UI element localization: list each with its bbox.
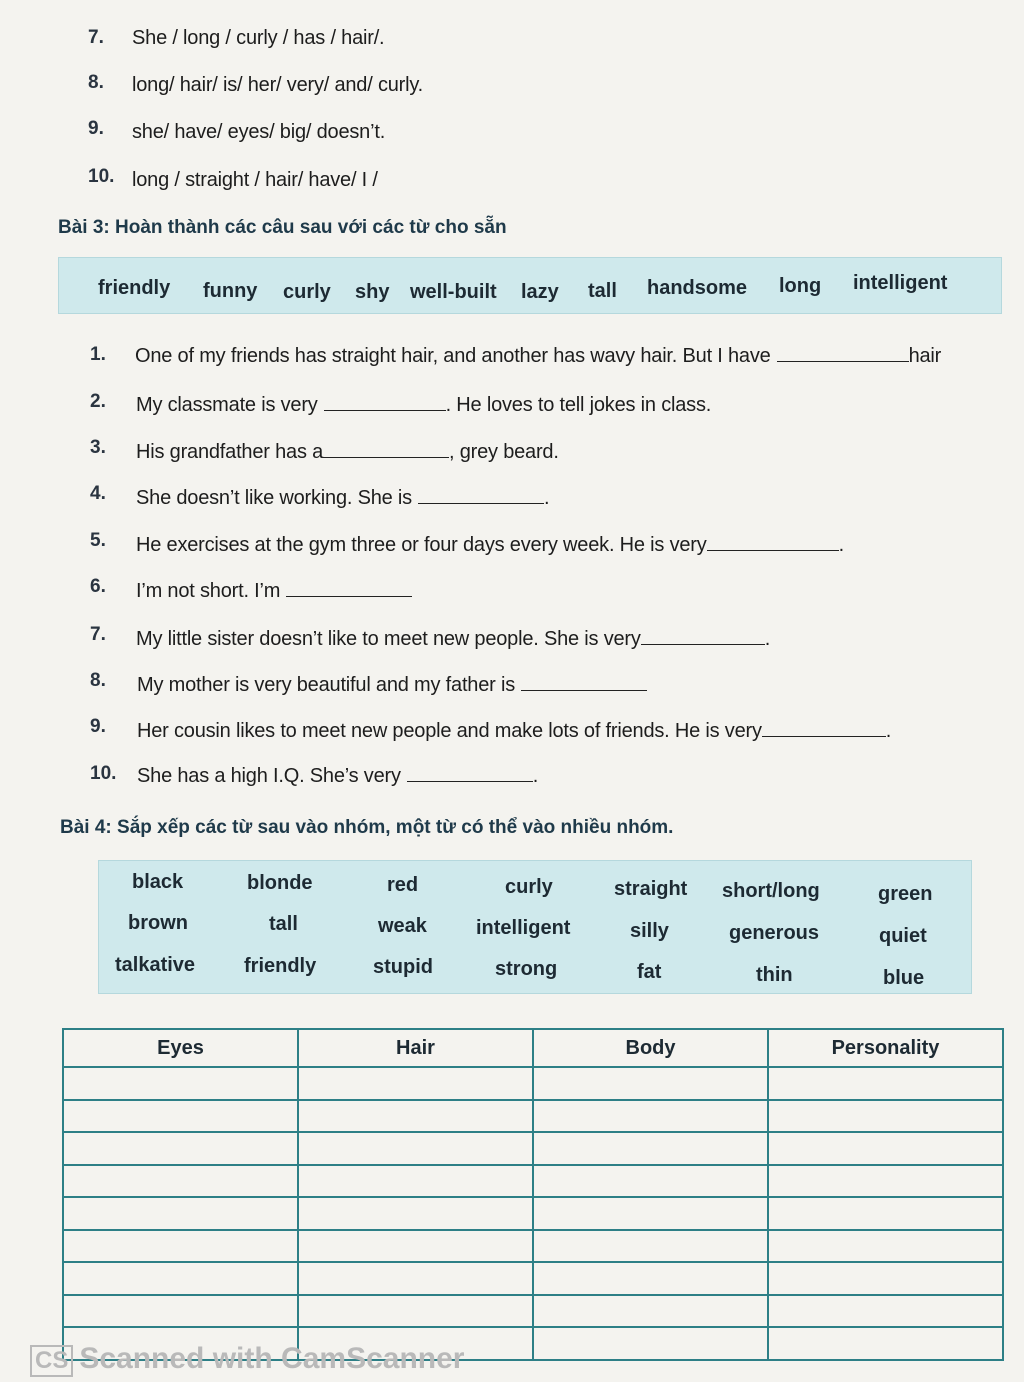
word-bank-item: stupid <box>373 956 433 978</box>
table-row <box>63 1100 1003 1133</box>
answer-blank[interactable] <box>762 718 886 737</box>
table-cell[interactable] <box>533 1327 768 1360</box>
word-bank-item: tall <box>269 913 298 935</box>
camscanner-logo-icon: CS <box>30 1345 73 1377</box>
word-bank-item: red <box>387 874 419 896</box>
ex3-title: Bài 3: Hoàn thành các câu sau với các từ cho sẵn <box>58 217 507 238</box>
table-cell[interactable] <box>533 1100 768 1133</box>
sentence-text: , grey beard. <box>449 441 559 463</box>
ex3-item-4 <box>136 485 549 510</box>
sentence-text: I’m not short. I’m <box>136 580 281 602</box>
ex3-item-number: 3. <box>90 437 106 458</box>
answer-blank[interactable] <box>324 392 446 411</box>
ex3-item-10 <box>137 763 538 788</box>
answer-blank[interactable] <box>323 439 449 458</box>
word-bank-item: handsome <box>647 277 748 299</box>
sentence-text: One of my friends has straight hair, and another has wavy hair. But I have <box>135 345 771 367</box>
word-bank-item: intelligent <box>853 272 948 294</box>
sentence-text: She doesn’t like working. She is <box>136 487 412 509</box>
sentence-text: His grandfather has a <box>136 441 324 463</box>
table-cell[interactable] <box>768 1067 1003 1100</box>
word-bank-item: black <box>132 871 184 893</box>
word-bank-item: funny <box>203 280 258 302</box>
sentence-text: . <box>764 628 771 650</box>
sentence-text: . He loves to tell jokes in class. <box>445 394 712 416</box>
table-cell[interactable] <box>298 1230 533 1263</box>
table-row <box>63 1230 1003 1263</box>
table-cell[interactable] <box>63 1165 298 1198</box>
column-header-eyes: Eyes <box>63 1029 298 1067</box>
table-cell[interactable] <box>63 1295 298 1328</box>
ex3-item-number: 5. <box>90 530 106 551</box>
table-cell[interactable] <box>533 1262 768 1295</box>
word-bank-item: thin <box>756 964 793 986</box>
table-cell[interactable] <box>768 1262 1003 1295</box>
sentence-text: . <box>885 720 892 742</box>
ex2-item-text: She / long / curly / has / hair/. <box>132 27 385 49</box>
table-cell[interactable] <box>298 1100 533 1133</box>
table-cell[interactable] <box>768 1295 1003 1328</box>
word-bank-item: talkative <box>115 954 196 976</box>
ex3-item-number: 1. <box>90 344 106 365</box>
answer-blank[interactable] <box>641 626 765 645</box>
table-header-row <box>63 1029 1003 1067</box>
table-cell[interactable] <box>63 1132 298 1165</box>
answer-blank[interactable] <box>286 578 412 597</box>
column-header-body: Body <box>533 1029 768 1067</box>
watermark-text: Scanned with CamScanner <box>79 1342 465 1375</box>
camscanner-watermark <box>30 1342 464 1377</box>
word-bank-item: silly <box>630 920 669 942</box>
table-row <box>63 1197 1003 1230</box>
sentence-text: . <box>532 765 539 787</box>
word-bank-item: curly <box>283 281 331 303</box>
word-bank-item: tall <box>588 280 617 302</box>
ex3-item-9 <box>137 718 891 743</box>
answer-blank[interactable] <box>407 763 533 782</box>
ex3-item-2 <box>136 392 711 417</box>
table-cell[interactable] <box>298 1165 533 1198</box>
table-cell[interactable] <box>533 1295 768 1328</box>
word-bank-item: blue <box>883 967 925 989</box>
ex2-item-text: she/ have/ eyes/ big/ doesn’t. <box>132 121 386 143</box>
table-cell[interactable] <box>298 1132 533 1165</box>
word-bank-item: green <box>878 883 933 905</box>
word-bank-item: generous <box>729 922 820 944</box>
table-cell[interactable] <box>298 1295 533 1328</box>
table-cell[interactable] <box>63 1197 298 1230</box>
ex2-item-text: long / straight / hair/ have/ I / <box>132 169 378 191</box>
table-cell[interactable] <box>533 1067 768 1100</box>
table-cell[interactable] <box>768 1165 1003 1198</box>
word-bank-item: strong <box>495 958 558 980</box>
sentence-text: . <box>838 534 844 556</box>
sorting-table <box>62 1028 1004 1361</box>
word-bank-item: curly <box>505 876 553 898</box>
column-header-hair: Hair <box>298 1029 533 1067</box>
table-row <box>63 1165 1003 1198</box>
answer-blank[interactable] <box>707 532 839 551</box>
table-cell[interactable] <box>63 1262 298 1295</box>
word-bank-item: well-built <box>410 281 497 303</box>
answer-blank[interactable] <box>521 672 647 691</box>
sentence-text: Her cousin likes to meet new people and make lots of friends. He is very <box>137 720 762 742</box>
table-cell[interactable] <box>63 1067 298 1100</box>
sentence-text: My little sister doesn’t like to meet new people. She is very <box>136 628 641 650</box>
ex2-item-text: long/ hair/ is/ her/ very/ and/ curly. <box>132 74 424 96</box>
table-cell[interactable] <box>768 1100 1003 1133</box>
ex3-item-number: 7. <box>90 624 106 645</box>
table-row <box>63 1295 1003 1328</box>
table-cell[interactable] <box>298 1262 533 1295</box>
word-bank-item: lazy <box>521 281 559 303</box>
column-header-personality: Personality <box>768 1029 1003 1067</box>
ex3-item-number: 9. <box>90 716 106 737</box>
ex2-item-number: 9. <box>88 118 104 139</box>
table-cell[interactable] <box>768 1230 1003 1263</box>
table-row <box>63 1262 1003 1295</box>
table-cell[interactable] <box>298 1067 533 1100</box>
ex3-item-number: 6. <box>90 576 106 597</box>
ex3-item-number: 10. <box>90 763 117 784</box>
word-bank-item: blonde <box>247 872 313 894</box>
ex3-item-number: 4. <box>90 483 106 504</box>
word-bank-item: shy <box>355 281 390 303</box>
word-bank-item: long <box>779 275 822 297</box>
sentence-text: My mother is very beautiful and my father is <box>137 674 516 696</box>
word-bank-item: fat <box>637 961 662 983</box>
sentence-text: hair <box>908 345 942 367</box>
table-cell[interactable] <box>533 1165 768 1198</box>
word-bank-item: friendly <box>244 955 317 977</box>
ex3-item-7 <box>136 626 770 651</box>
table-cell[interactable] <box>768 1197 1003 1230</box>
table-cell[interactable] <box>768 1327 1003 1360</box>
ex3-item-6 <box>136 578 412 603</box>
ex2-item-number: 8. <box>88 72 104 93</box>
sentence-text: . <box>543 487 550 509</box>
answer-blank[interactable] <box>418 485 544 504</box>
ex3-item-number: 2. <box>90 391 106 412</box>
word-bank-item: short/long <box>722 880 820 902</box>
word-bank-item: quiet <box>879 925 927 947</box>
ex3-item-3 <box>136 439 559 464</box>
table-cell[interactable] <box>63 1100 298 1133</box>
answer-blank[interactable] <box>777 343 909 362</box>
ex3-item-8 <box>137 672 647 697</box>
table-row <box>63 1132 1003 1165</box>
ex4-title: Bài 4: Sắp xếp các từ sau vào nhóm, một từ có thể vào nhiều nhóm. <box>60 817 674 838</box>
word-bank-item: intelligent <box>476 917 571 939</box>
ex3-item-5 <box>136 532 844 557</box>
sentence-text: He exercises at the gym three or four days every week. He is very <box>136 534 707 556</box>
sentence-text: My classmate is very <box>136 394 318 416</box>
table-cell[interactable] <box>533 1132 768 1165</box>
table-cell[interactable] <box>768 1132 1003 1165</box>
word-bank-item: brown <box>128 912 188 934</box>
table-cell[interactable] <box>533 1230 768 1263</box>
ex2-item-number: 7. <box>88 27 104 48</box>
table-cell[interactable] <box>63 1230 298 1263</box>
ex2-item-number: 10. <box>88 166 115 187</box>
word-bank-item: weak <box>378 915 427 937</box>
word-bank-item: friendly <box>98 277 171 299</box>
word-bank-item: straight <box>614 878 688 900</box>
table-row <box>63 1067 1003 1100</box>
ex3-item-1 <box>135 343 941 368</box>
ex3-item-number: 8. <box>90 670 106 691</box>
table-cell[interactable] <box>533 1197 768 1230</box>
sentence-text: She has a high I.Q. She’s very <box>137 765 401 787</box>
table-cell[interactable] <box>298 1197 533 1230</box>
